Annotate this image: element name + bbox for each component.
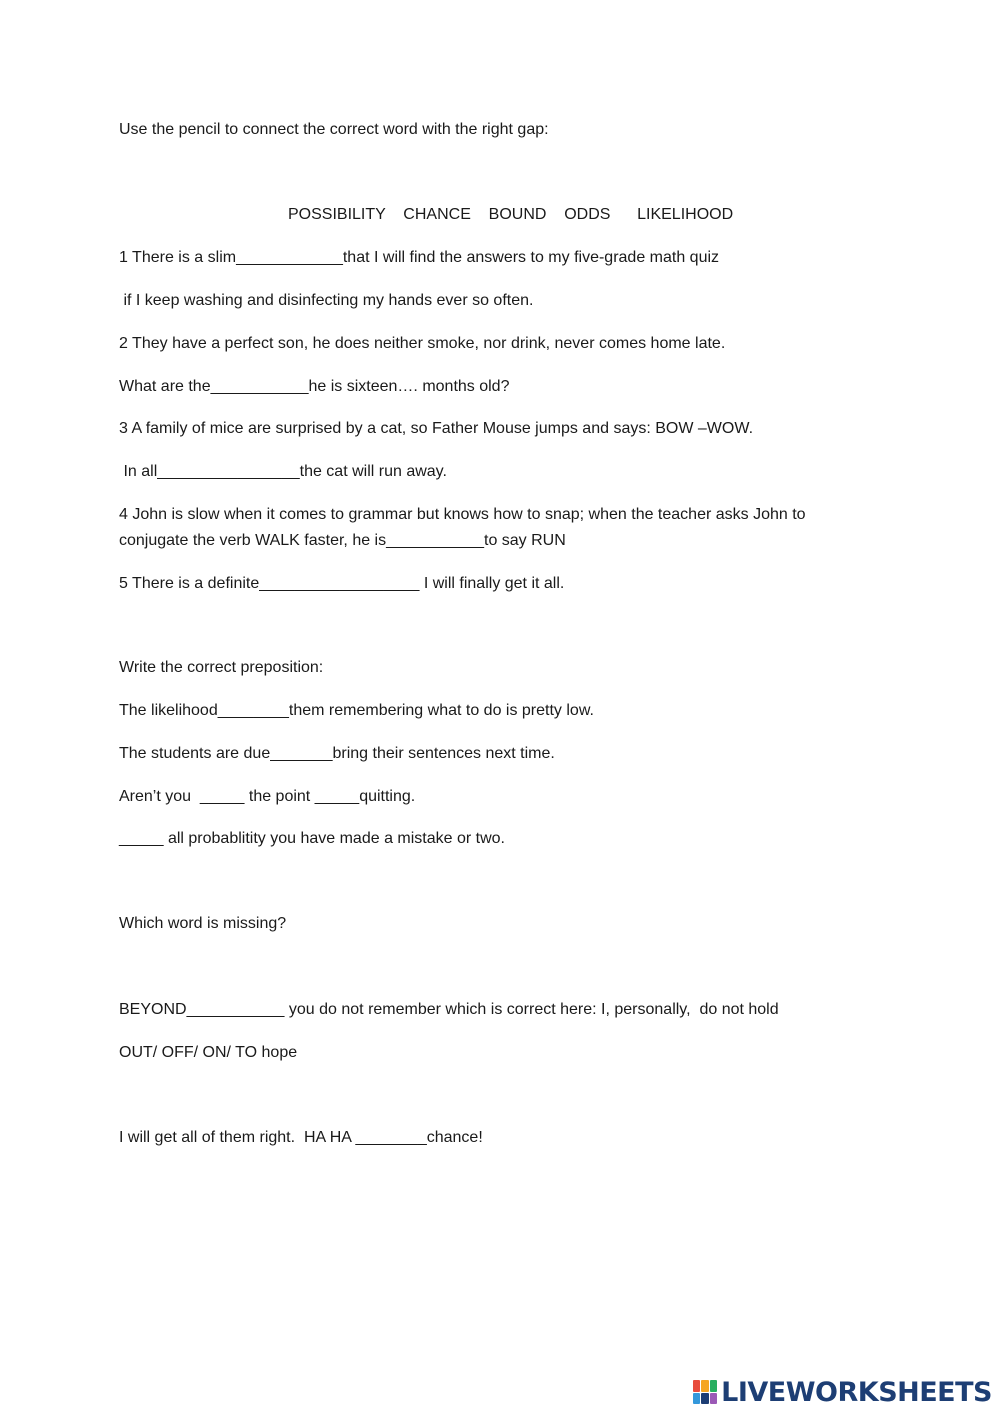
word-bank: POSSIBILITY CHANCE BOUND ODDS LIKELIHOOD [288, 206, 734, 223]
liveworksheets-logo [693, 1375, 992, 1409]
question-4: 4 John is slow when it comes to grammar but knows how to snap; when the teacher asks John to conjugate the verb WALK faster, he is___________to say RUN [119, 506, 806, 549]
question-3-line-1: 3 A family of mice are surprised by a cat, so Father Mouse jumps and says: BOW –WOW. [119, 420, 754, 437]
missing-line-2: OUT/ OFF/ ON/ TO hope [119, 1044, 298, 1061]
question-3-line-2: In all________________the cat will run away. [119, 463, 447, 480]
preposition-1: The likelihood________them remembering what to do is pretty low. [119, 702, 594, 719]
preposition-4: _____ all probablitity you have made a mistake or two. [119, 830, 505, 847]
missing-line-3: I will get all of them right. HA HA ________chance! [119, 1129, 483, 1146]
liveworksheets-logo-text: LIVEWORKSHEETS [721, 1376, 992, 1408]
question-5: 5 There is a definite__________________ I will finally get it all. [119, 575, 565, 592]
instruction-connect: Use the pencil to connect the correct word with the right gap: [119, 121, 549, 138]
question-1-line-1: 1 There is a slim____________that I will find the answers to my five-grade math quiz [119, 249, 720, 266]
missing-line-1: BEYOND___________ you do not remember which is correct here: I, personally, do not hold [119, 1001, 779, 1018]
preposition-2: The students are due_______bring their sentences next time. [119, 745, 555, 762]
question-1-line-2: if I keep washing and disinfecting my hands ever so often. [119, 292, 534, 309]
preposition-3: Aren’t you _____ the point _____quitting. [119, 788, 416, 805]
instruction-missing: Which word is missing? [119, 915, 287, 932]
liveworksheets-logo-icon [693, 1380, 717, 1404]
question-2-line-1: 2 They have a perfect son, he does neither smoke, nor drink, never comes home late. [119, 335, 726, 352]
question-2-line-2: What are the___________he is sixteen…. months old? [119, 378, 510, 395]
instruction-preposition: Write the correct preposition: [119, 659, 324, 676]
